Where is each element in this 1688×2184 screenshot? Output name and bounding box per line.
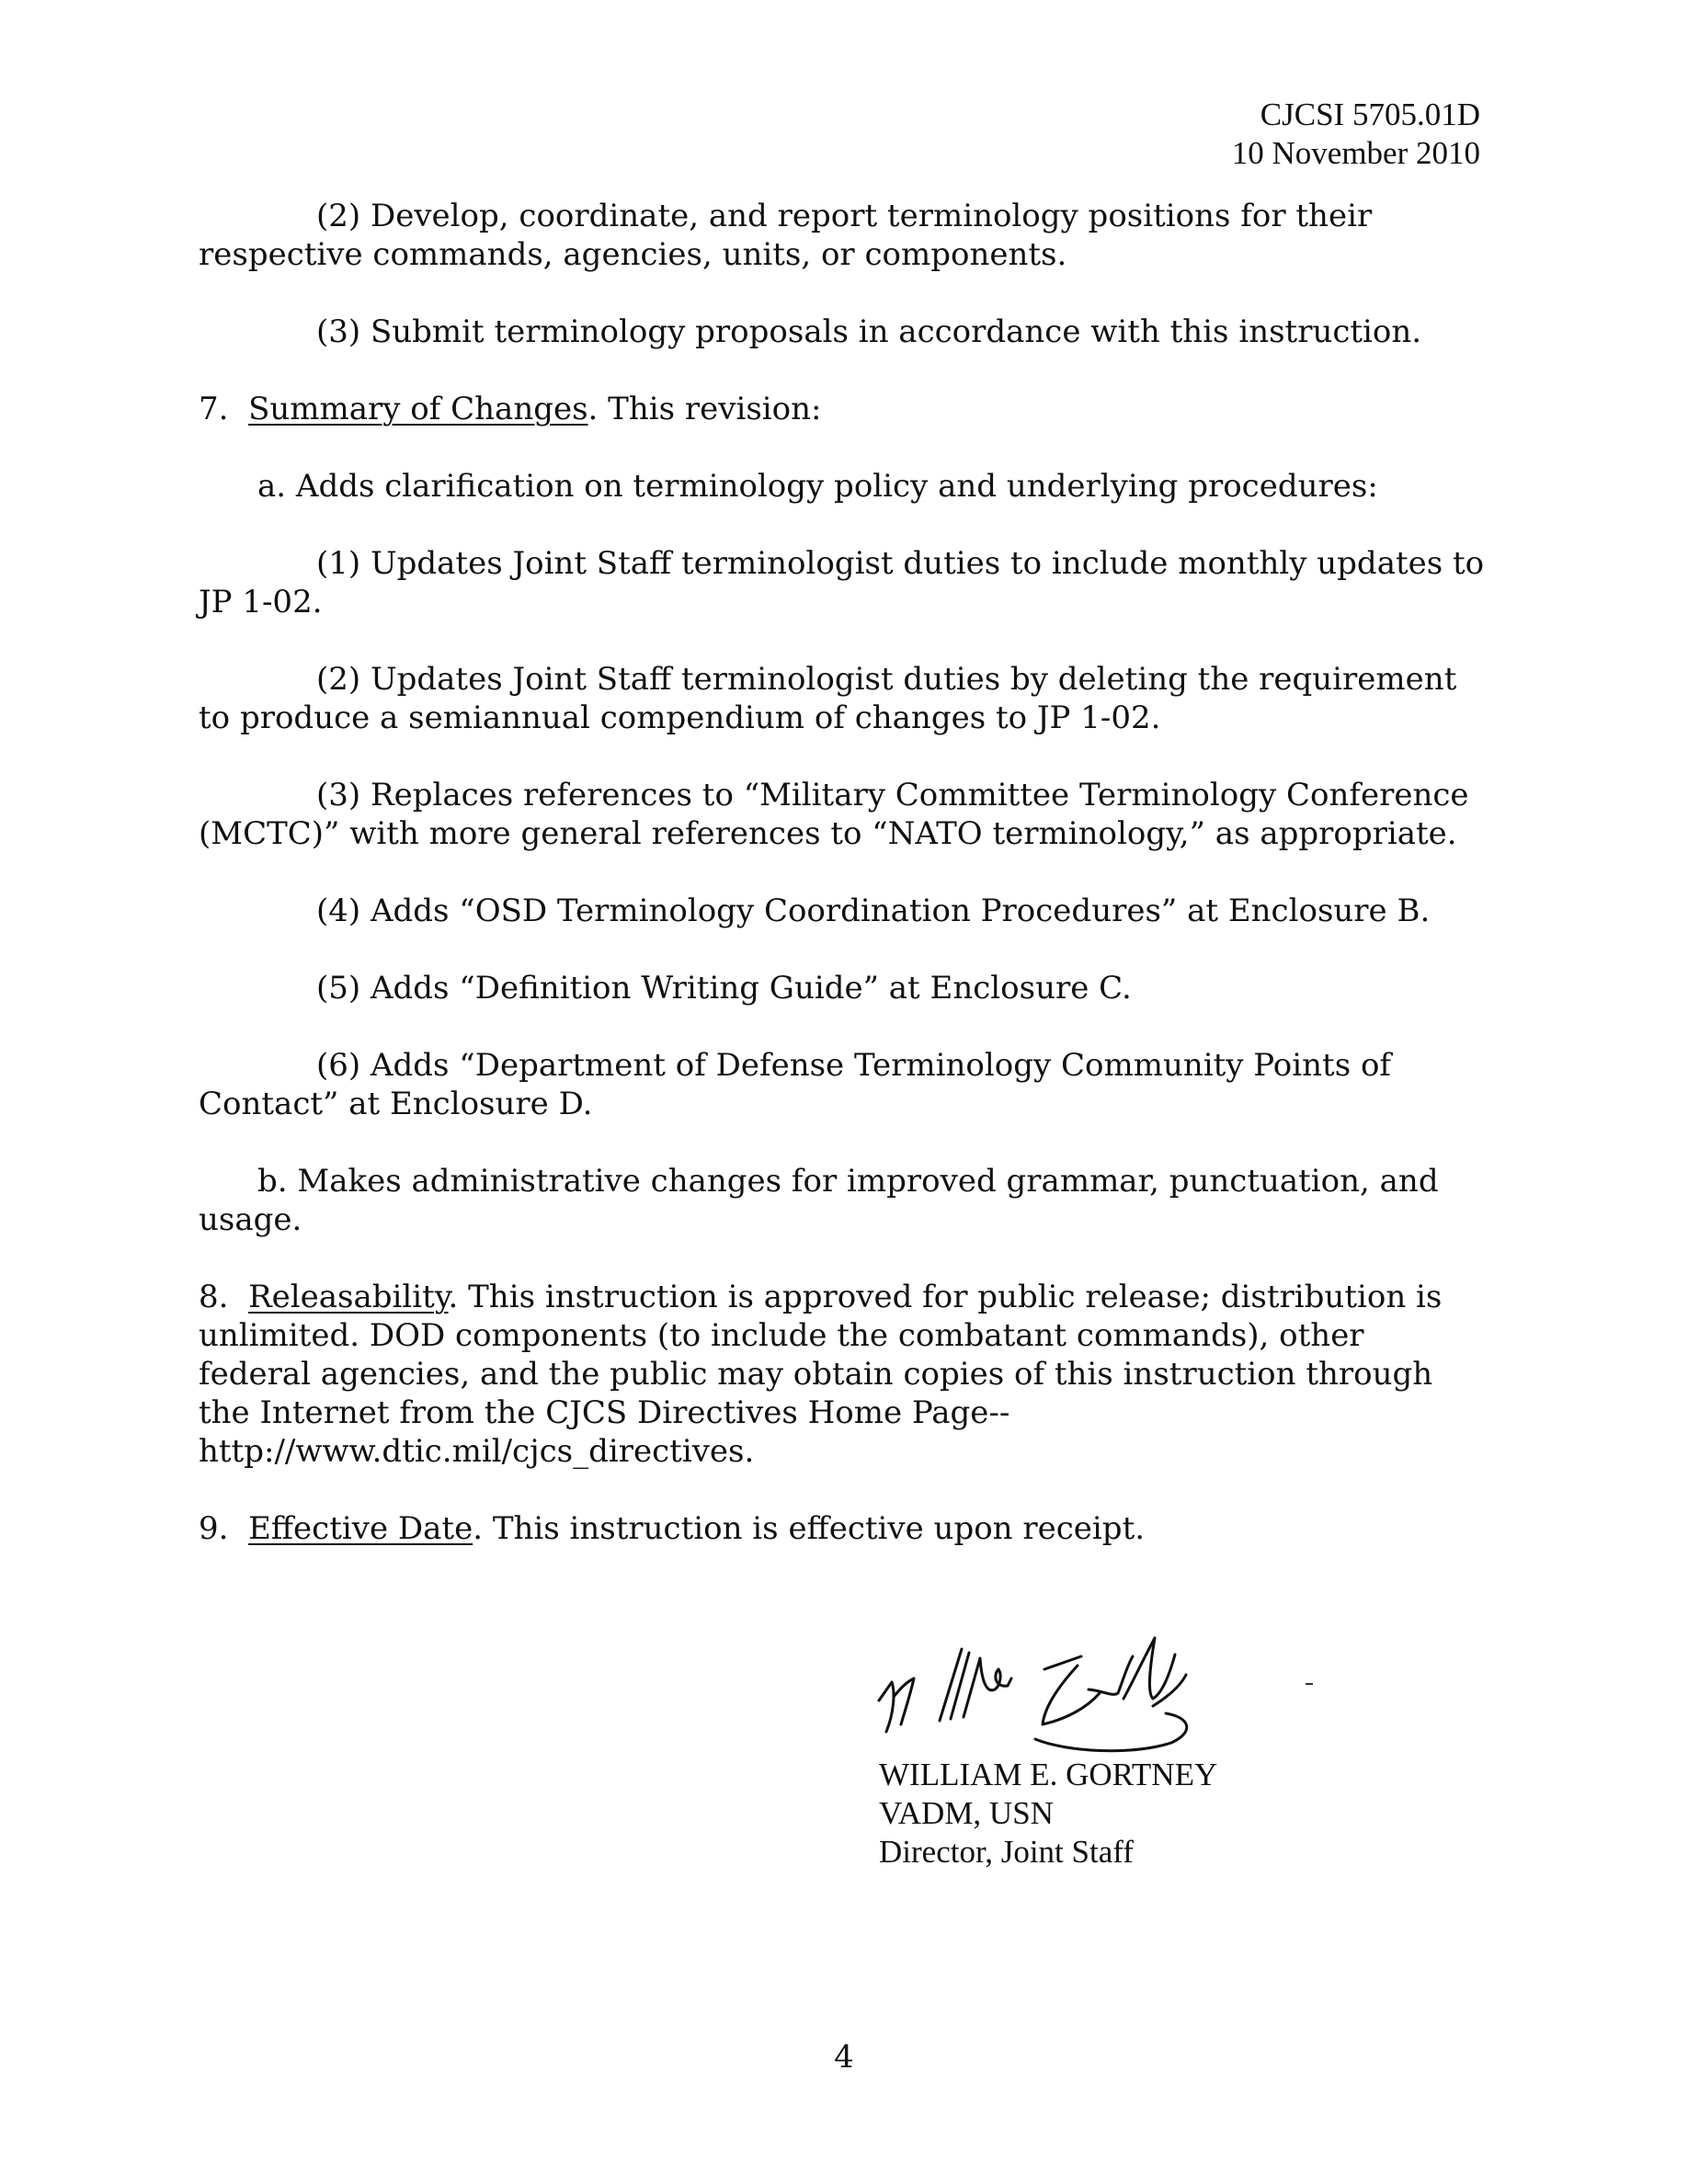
paragraph-7a-3: (3) Replaces references to “Military Committee Terminology Conference (MCTC)” with more general references to “NATO terminology,” as appropriate. [199, 777, 1469, 852]
paragraph-7-number: 7. [199, 391, 249, 427]
handwritten-signature [873, 1629, 1315, 1757]
paragraph-9-title: Effective Date [248, 1510, 473, 1547]
paragraph-7a-6: (6) Adds “Department of Defense Terminology Community Points of Contact” at Enclosure D. [199, 1047, 1392, 1122]
paragraph-7 [199, 390, 1486, 428]
paragraph-8-text: . This instruction is approved for public release; distribution is unlimited. DOD components (to include the combatant commands), other federal agencies, and the public may obtain copies of this instruction through the Internet from the CJCS Directives Home Page--http://www.dtic.mil/cjcs_directives. [199, 1279, 1443, 1470]
signer-rank: VADM, USN [879, 1795, 1054, 1831]
document-body [199, 197, 1486, 1587]
paragraph-6-2: (2) Develop, coordinate, and report terminology positions for their respective commands, agencies, units, or components. [199, 198, 1373, 273]
paragraph-7a-2: (2) Updates Joint Staff terminologist duties by deleting the requirement to produce a semiannual compendium of changes to JP 1-02. [199, 661, 1457, 736]
paragraph-7-text: . This revision: [587, 391, 822, 427]
document-header [1232, 96, 1480, 173]
paragraph-7a-4: (4) Adds “OSD Terminology Coordination Procedures” at Enclosure B. [316, 893, 1431, 929]
page-number: 4 [834, 2039, 854, 2076]
paragraph-7-title: Summary of Changes [248, 391, 588, 427]
paragraph-6-3: (3) Submit terminology proposals in accordance with this instruction. [316, 313, 1422, 350]
paragraph-8-title: Releasability [248, 1279, 449, 1315]
document-date: 10 November 2010 [1231, 135, 1480, 171]
paragraph-9 [199, 1509, 1486, 1548]
signer-name: WILLIAM E. GORTNEY [879, 1757, 1218, 1792]
paragraph-7a-1: (1) Updates Joint Staff terminologist duties to include monthly updates to JP 1-02. [199, 545, 1485, 620]
paragraph-7b: b. Makes administrative changes for improved grammar, punctuation, and usage. [199, 1163, 1439, 1238]
signature-block [879, 1756, 1217, 1871]
paragraph-7a: a. Adds clarification on terminology policy and underlying procedures: [257, 468, 1378, 505]
paragraph-9-number: 9. [199, 1510, 249, 1547]
paragraph-8 [199, 1278, 1486, 1471]
paragraph-8-number: 8. [199, 1279, 249, 1315]
paragraph-9-text: . This instruction is effective upon receipt. [473, 1510, 1146, 1547]
signer-title: Director, Joint Staff [879, 1834, 1134, 1870]
document-id: CJCSI 5705.01D [1260, 97, 1480, 132]
paragraph-7a-5: (5) Adds “Definition Writing Guide” at Enclosure C. [316, 970, 1132, 1007]
